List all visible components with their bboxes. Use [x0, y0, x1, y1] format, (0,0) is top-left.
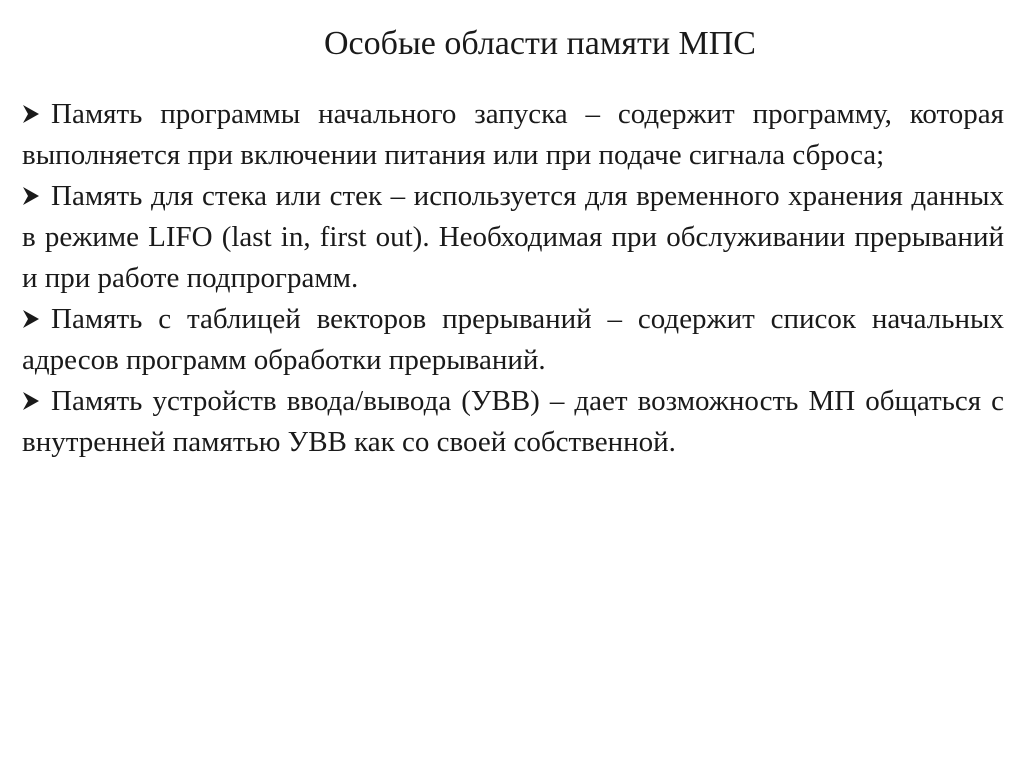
list-item-text: Память для стека или стек – используется для временного хранения данных в режиме LIFO (last in, first out). Необходимая при обслуживании прерываний и при работе подпрограмм.	[22, 180, 1004, 294]
list-item-text: Память программы начального запуска – содержит программу, которая выполняется при включении питания или при подаче сигнала сброса;	[22, 98, 1004, 171]
bullet-list	[22, 94, 1004, 463]
list-item-io-device-memory	[22, 381, 1004, 463]
list-item-text: Память устройств ввода/вывода (УВВ) – дает возможность МП общаться с внутренней памятью УВВ как со своей собственной.	[22, 385, 1004, 458]
list-item-interrupt-vector-memory	[22, 299, 1004, 381]
arrowhead-bullet-icon	[22, 186, 40, 206]
list-item-stack-memory	[22, 176, 1004, 299]
slide-title: Особые области памяти МПС	[324, 25, 756, 62]
arrowhead-bullet-icon	[22, 104, 40, 124]
list-item-text: Память с таблицей векторов прерываний – содержит список начальных адресов программ обработки прерываний.	[22, 303, 1004, 376]
arrowhead-bullet-icon	[22, 391, 40, 411]
arrowhead-bullet-icon	[22, 309, 40, 329]
list-item-startup-memory	[22, 94, 1004, 176]
